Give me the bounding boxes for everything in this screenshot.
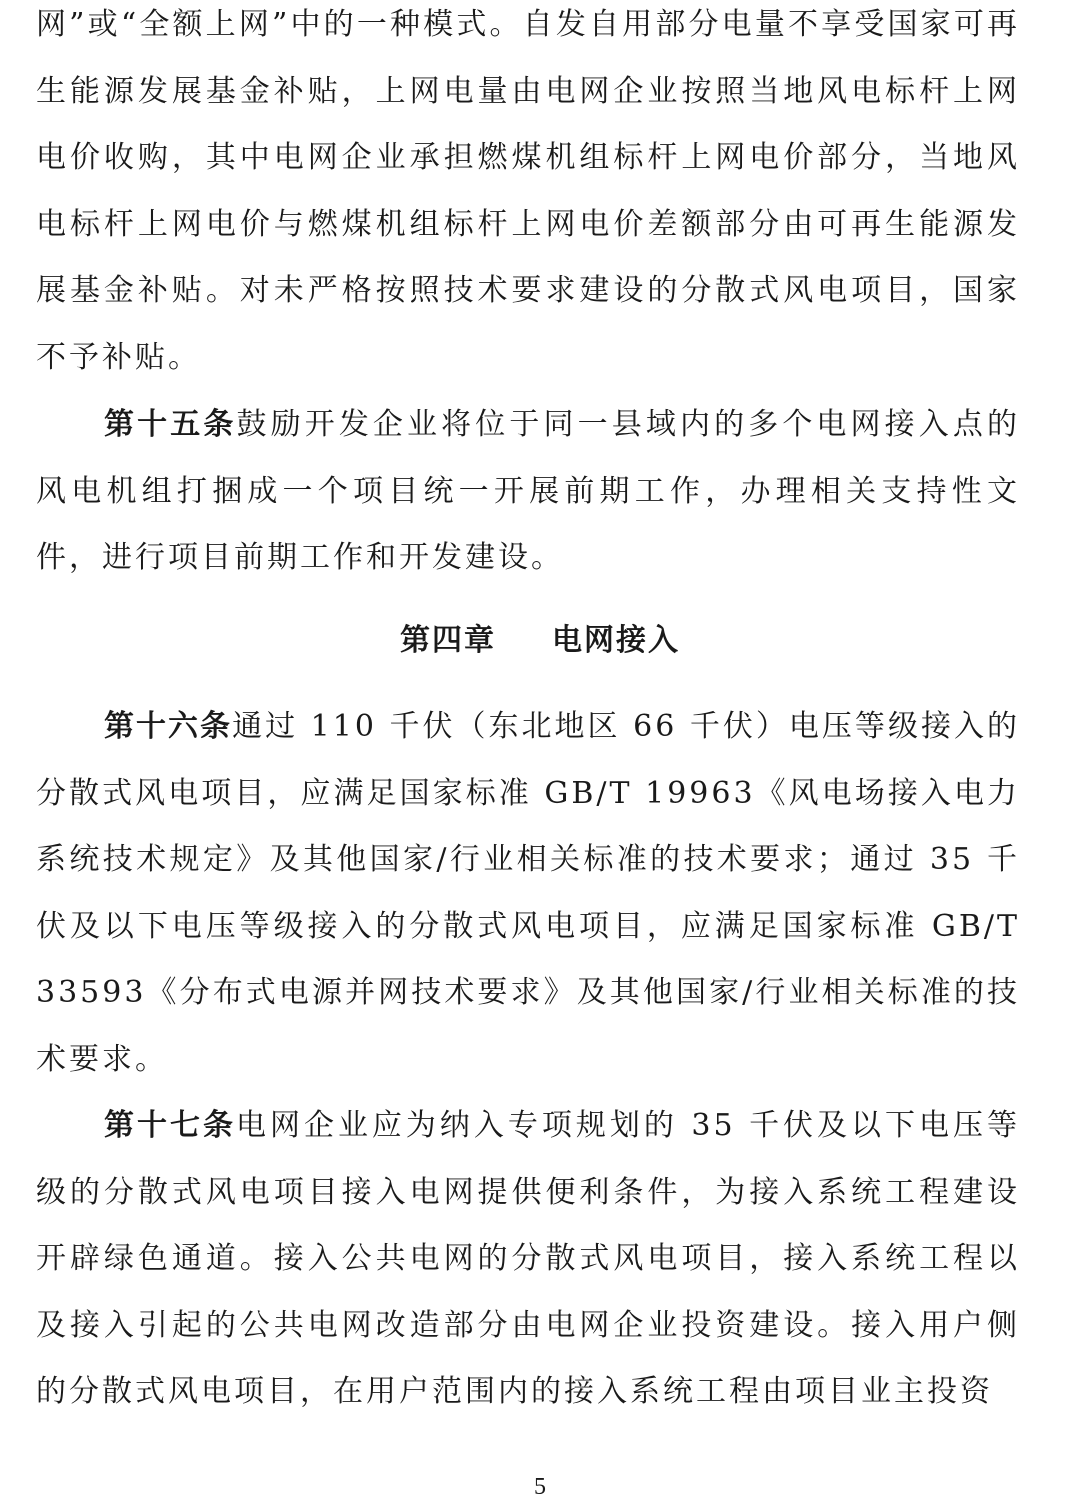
paragraph-text: 通过 110 千伏（东北地区 66 千伏）电压等级接入的分散式风电项目，应满足国家标准 GB/T 19963《风电场接入电力系统技术规定》及其他国家/行业相关标准的技术要求；通过 35 千伏及以下电压等级接入的分散式风电项目，应满足国家标准 GB/T 33593《分布式电源并网技术要求》及其他国家/行业相关标准的技术要求。 (36, 709, 1020, 1077)
paragraph-continuation (36, 0, 1020, 391)
article-17-paragraph (36, 1093, 1020, 1426)
chapter-title: 电网接入 (552, 623, 680, 658)
paragraph-text: 网”或“全额上网”中的一种模式。自发自用部分电量不享受国家可再生能源发展基金补贴，上网电量由电网企业按照当地风电标杆上网电价收购，其中电网企业承担燃煤机组标杆上网电价部分，当地风电标杆上网电价与燃煤机组标杆上网电价差额部分由可再生能源发展基金补贴。对未严格按照技术要求建设的分散式风电项目，国家不予补贴。 (36, 7, 1020, 375)
article-16-paragraph (36, 694, 1020, 1093)
article-number: 第十七条 (104, 1108, 236, 1143)
article-number: 第十五条 (104, 407, 237, 442)
article-15-paragraph (36, 392, 1020, 592)
paragraph-text: 电网企业应为纳入专项规划的 35 千伏及以下电压等级的分散式风电项目接入电网提供便利条件，为接入系统工程建设开辟绿色通道。接入公共电网的分散式风电项目，接入系统工程以及接入引起的公共电网改造部分由电网企业投资建设。接入用户侧的分散式风电项目，在用户范围内的接入系统工程由项目业主投资 (36, 1108, 1021, 1409)
paragraph-text: 鼓励开发企业将位于同一县域内的多个电网接入点的风电机组打捆成一个项目统一开展前期工作，办理相关支持性文件，进行项目前期工作和开发建设。 (36, 407, 1021, 575)
chapter-number: 第四章 (400, 623, 496, 658)
page-number: 5 (534, 1474, 546, 1500)
chapter-heading (0, 611, 1080, 671)
article-number: 第十六条 (104, 709, 233, 744)
